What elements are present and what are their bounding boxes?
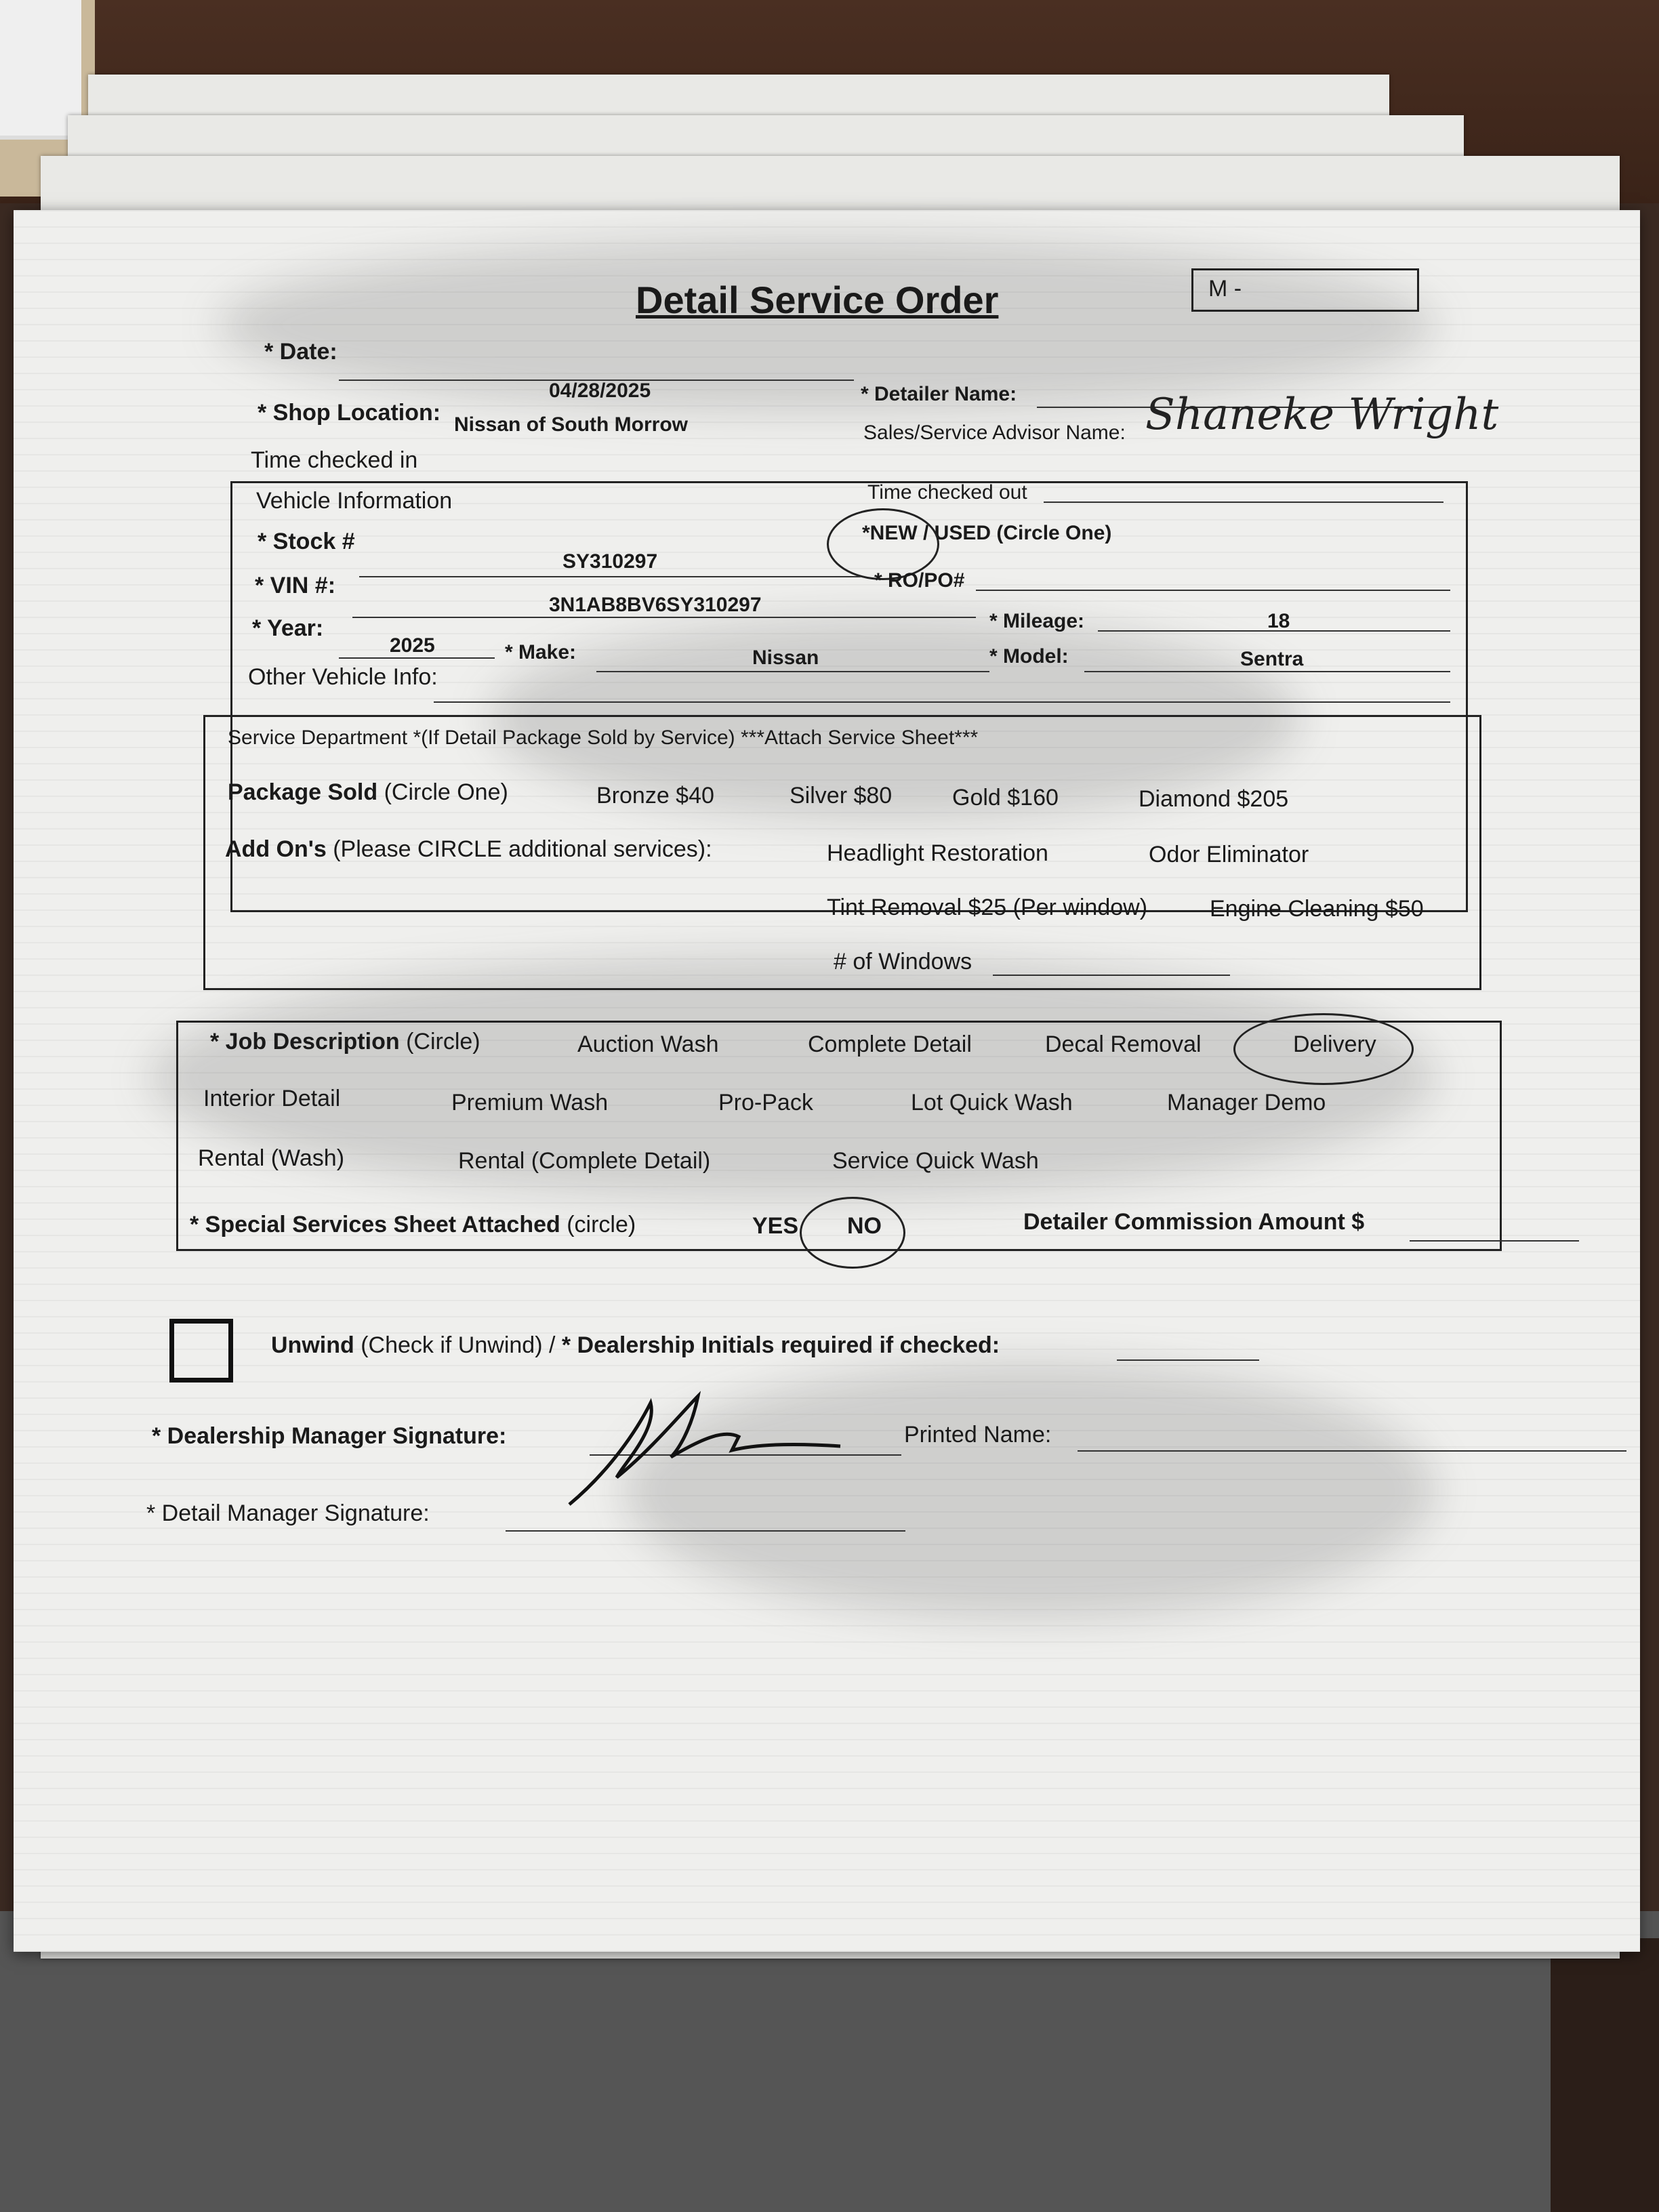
- make-field[interactable]: [596, 671, 989, 672]
- ro-po-field[interactable]: [976, 590, 1450, 591]
- addon-headlight-restoration[interactable]: Headlight Restoration: [827, 840, 1048, 866]
- mileage-value: 18: [1267, 610, 1290, 632]
- job-service-quick-wash[interactable]: Service Quick Wash: [832, 1148, 1039, 1174]
- vin-value: 3N1AB8BV6SY310297: [549, 594, 762, 616]
- unwind-checkbox[interactable]: [169, 1319, 233, 1382]
- advisor-handwritten-name: Shaneke Wright: [1145, 390, 1499, 440]
- special-yes-option[interactable]: YES: [752, 1213, 799, 1239]
- job-delivery[interactable]: Delivery: [1293, 1031, 1376, 1057]
- job-decal-removal[interactable]: Decal Removal: [1045, 1031, 1202, 1057]
- stock-label: * Stock #: [258, 529, 355, 554]
- detailer-name-label: * Detailer Name:: [861, 383, 1017, 405]
- addon-tint-removal[interactable]: Tint Removal $25 (Per window): [827, 895, 1148, 920]
- date-value: 04/28/2025: [549, 380, 651, 402]
- job-interior-detail[interactable]: Interior Detail: [203, 1086, 341, 1111]
- addon-engine-cleaning[interactable]: Engine Cleaning $50: [1210, 896, 1424, 922]
- mileage-label: * Mileage:: [989, 610, 1085, 632]
- advisor-label: Sales/Service Advisor Name:: [863, 422, 1126, 444]
- stock-field[interactable]: [359, 576, 861, 577]
- ro-po-label: * RO/PO#: [874, 569, 965, 592]
- year-field[interactable]: [339, 657, 495, 659]
- year-value: 2025: [390, 634, 435, 657]
- other-vehicle-info-field[interactable]: [434, 701, 1450, 703]
- job-pro-pack[interactable]: Pro-Pack: [718, 1090, 813, 1115]
- job-rental-wash[interactable]: Rental (Wash): [198, 1145, 345, 1171]
- job-auction-wash[interactable]: Auction Wash: [577, 1031, 719, 1057]
- m-number-label: M -: [1208, 276, 1242, 302]
- package-diamond[interactable]: Diamond $205: [1139, 786, 1289, 812]
- service-department-heading: Service Department *(If Detail Package Sold by Service) ***Attach Service Sheet***: [228, 726, 979, 749]
- m-number-box[interactable]: [1191, 268, 1419, 312]
- delivery-circle-mark: [1233, 1013, 1414, 1085]
- shop-location-label: * Shop Location:: [258, 400, 441, 426]
- commission-field[interactable]: [1410, 1240, 1579, 1242]
- commission-label: Detailer Commission Amount $: [1023, 1209, 1365, 1235]
- job-lot-quick-wash[interactable]: Lot Quick Wash: [911, 1090, 1073, 1115]
- package-sold-label: Package Sold (Circle One): [228, 779, 508, 805]
- windows-label: # of Windows: [834, 949, 972, 975]
- printed-name-field[interactable]: [1078, 1450, 1626, 1452]
- vin-field[interactable]: [352, 617, 976, 618]
- form-title: Detail Service Order: [636, 279, 999, 321]
- dealership-manager-signature-scrawl: [556, 1389, 867, 1511]
- model-field[interactable]: [1084, 671, 1450, 672]
- detail-manager-signature-label: * Detail Manager Signature:: [146, 1500, 430, 1526]
- stock-value: SY310297: [562, 550, 658, 573]
- vin-label: * VIN #:: [255, 573, 336, 598]
- new-used-label: *NEW / USED (Circle One): [862, 522, 1112, 544]
- model-value: Sentra: [1240, 648, 1304, 670]
- other-vehicle-info-label: Other Vehicle Info:: [248, 664, 438, 690]
- make-value: Nissan: [752, 647, 819, 669]
- special-no-option[interactable]: NO: [847, 1213, 882, 1239]
- dealership-initials-field[interactable]: [1117, 1359, 1259, 1361]
- package-bronze[interactable]: Bronze $40: [596, 783, 714, 808]
- package-gold[interactable]: Gold $160: [952, 785, 1059, 811]
- detail-manager-signature-field[interactable]: [506, 1530, 905, 1532]
- job-manager-demo[interactable]: Manager Demo: [1167, 1090, 1326, 1115]
- addon-odor-eliminator[interactable]: Odor Eliminator: [1149, 842, 1309, 867]
- job-complete-detail[interactable]: Complete Detail: [808, 1031, 972, 1057]
- time-in-label: Time checked in: [251, 447, 418, 473]
- desk-edge: [1551, 1938, 1659, 2212]
- shop-location-value: Nissan of South Morrow: [454, 413, 688, 436]
- no-circle-mark: [800, 1197, 905, 1269]
- date-label: * Date:: [264, 339, 337, 365]
- add-ons-label: Add On's (Please CIRCLE additional services):: [225, 836, 712, 862]
- job-premium-wash[interactable]: Premium Wash: [451, 1090, 609, 1115]
- unwind-label: Unwind (Check if Unwind) / * Dealership Initials required if checked:: [271, 1332, 1000, 1358]
- dealership-manager-signature-label: * Dealership Manager Signature:: [152, 1423, 507, 1449]
- make-label: * Make:: [505, 641, 577, 663]
- windows-field[interactable]: [993, 975, 1230, 976]
- special-services-label: * Special Services Sheet Attached (circle): [190, 1212, 636, 1237]
- year-label: * Year:: [252, 615, 324, 641]
- time-out-label: Time checked out: [867, 481, 1027, 504]
- vehicle-info-heading: Vehicle Information: [256, 488, 453, 514]
- printed-name-label: Printed Name:: [904, 1422, 1052, 1448]
- job-description-label: * Job Description (Circle): [210, 1029, 480, 1054]
- detail-service-order-form: [14, 210, 1640, 1952]
- package-silver[interactable]: Silver $80: [790, 783, 893, 808]
- job-rental-complete-detail[interactable]: Rental (Complete Detail): [458, 1148, 711, 1174]
- model-label: * Model:: [989, 645, 1069, 668]
